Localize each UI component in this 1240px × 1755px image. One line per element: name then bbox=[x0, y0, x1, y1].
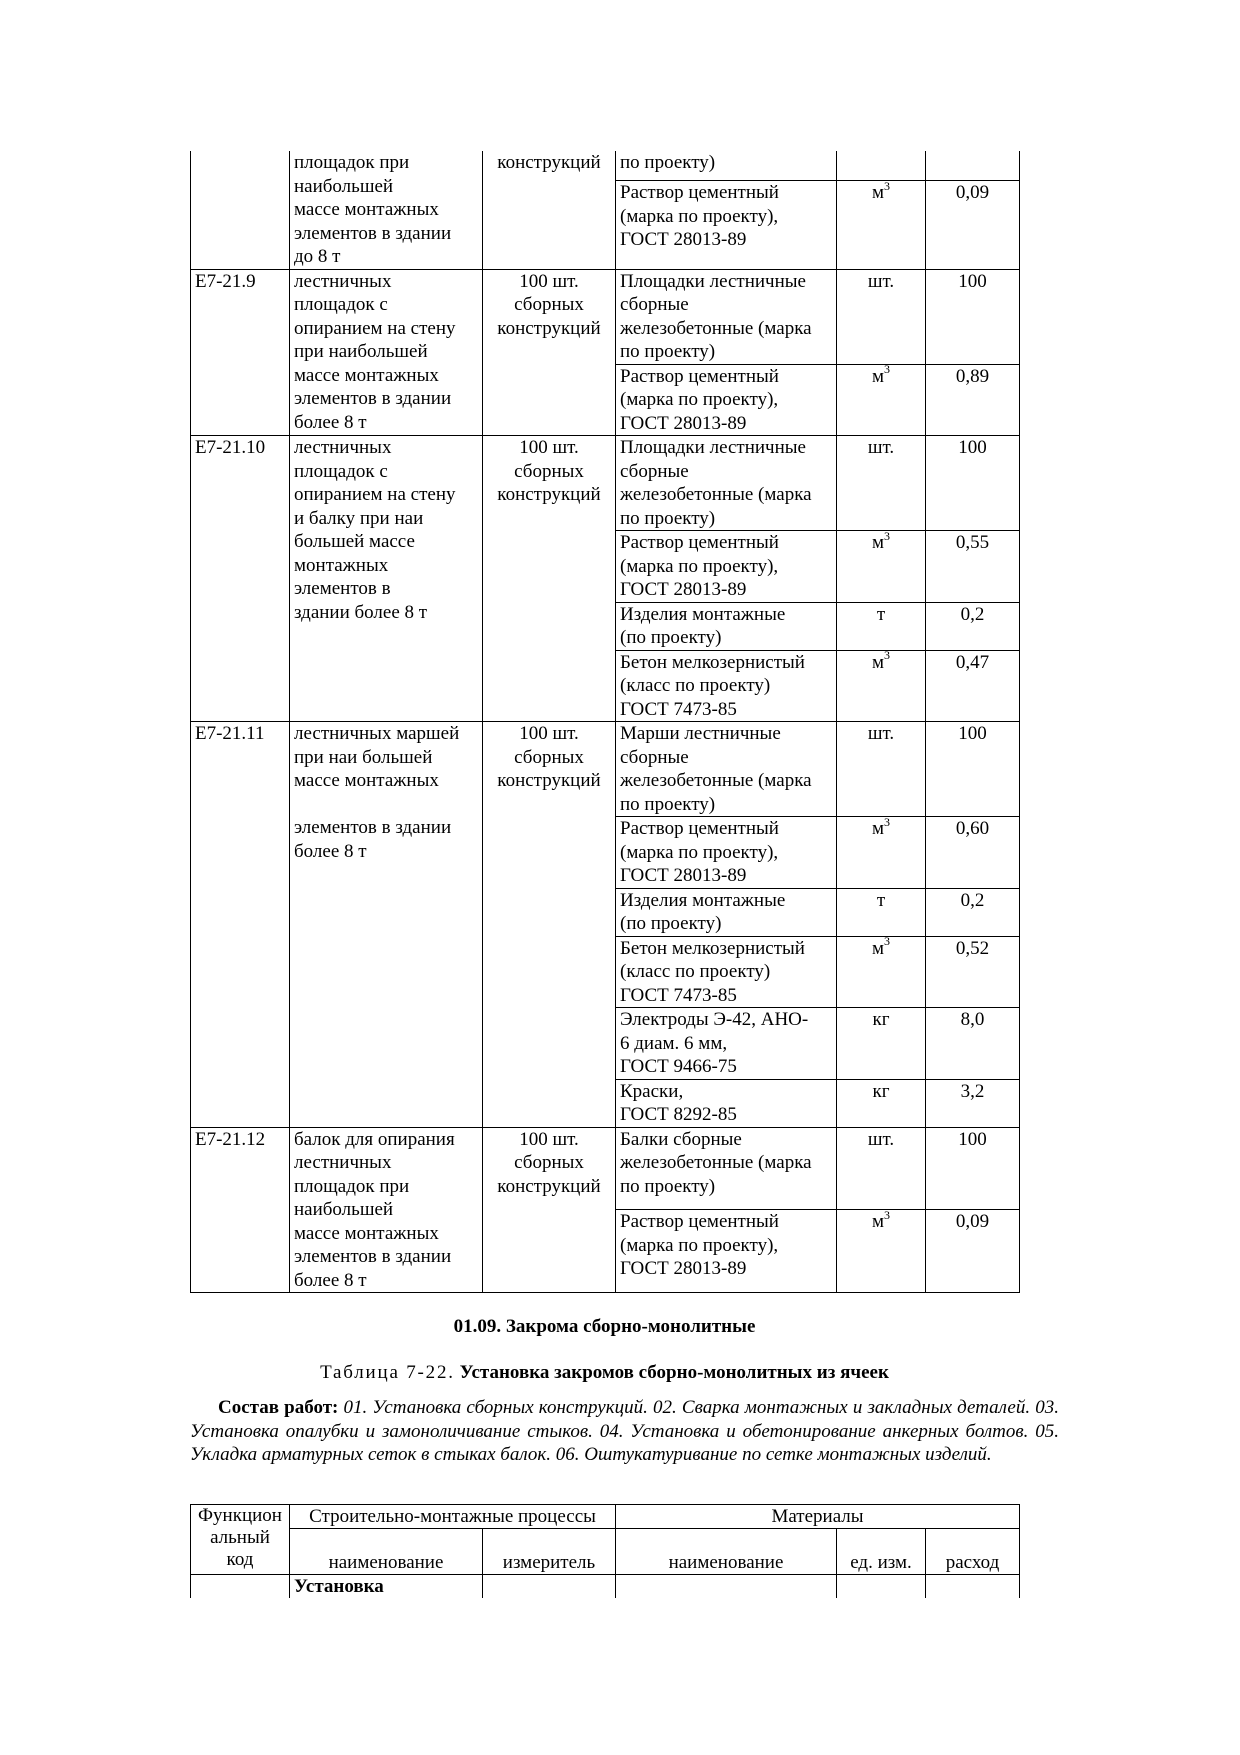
cell-unit: шт. bbox=[837, 1127, 926, 1210]
table-row bbox=[191, 1575, 1020, 1599]
cell-code: Е7-21.11 bbox=[191, 722, 290, 1128]
cell-unit: $м^3$ bbox=[837, 364, 926, 436]
cell-qty: 0,47 bbox=[926, 650, 1020, 722]
work-composition-label: Состав работ: bbox=[218, 1397, 339, 1418]
header-materials: Материалы bbox=[616, 1505, 1020, 1529]
cell-code bbox=[191, 1575, 290, 1599]
cell-qty: 0,55 bbox=[926, 531, 1020, 603]
resource-table-bottom bbox=[190, 1504, 1020, 1598]
cell-material-name bbox=[616, 1575, 837, 1599]
cell-qty: 100 bbox=[926, 269, 1020, 364]
cell-unit: шт. bbox=[837, 722, 926, 817]
cell-material-name: Балки сборные железобетонные (марка по проекту) bbox=[616, 1127, 837, 1210]
cell-qty bbox=[926, 151, 1020, 181]
cell-material-name: Раствор цементный (марка по проекту), ГОСТ 28013-89 bbox=[616, 817, 837, 889]
section-heading: 01.09. Закрома сборно-монолитные bbox=[453, 1316, 756, 1337]
table-caption-label: Таблица 7-22. bbox=[320, 1362, 455, 1383]
cell-unit: шт. bbox=[837, 269, 926, 364]
cell-qty: 0,09 bbox=[926, 181, 1020, 269]
cell-material-name: Бетон мелкозернистый (класс по проекту) ГОСТ 7473-85 bbox=[616, 936, 837, 1008]
cell-unit bbox=[837, 1575, 926, 1599]
cell-qty: 0,2 bbox=[926, 602, 1020, 650]
cell-measure: 100 шт. сборных конструкций bbox=[483, 269, 616, 436]
cell-measure bbox=[483, 1575, 616, 1599]
cell-unit: $м^3$ bbox=[837, 650, 926, 722]
cell-qty: 0,60 bbox=[926, 817, 1020, 889]
table-row bbox=[191, 436, 1020, 531]
cell-code: Е7-21.12 bbox=[191, 1127, 290, 1293]
cell-material-name: Раствор цементный (марка по проекту), ГОСТ 28013-89 bbox=[616, 1210, 837, 1293]
table-caption bbox=[190, 1361, 1019, 1385]
cell-material-name: по проекту) bbox=[616, 151, 837, 181]
resource-table-top bbox=[190, 151, 1020, 1293]
header-name: наименование bbox=[290, 1529, 483, 1575]
cell-unit: кг bbox=[837, 1079, 926, 1127]
cell-material-name: Площадки лестничные сборные железобетонные (марка по проекту) bbox=[616, 269, 837, 364]
cell-unit: $м^3$ bbox=[837, 531, 926, 603]
table-caption-title: Установка закромов сборно-монолитных из ячеек bbox=[459, 1362, 889, 1383]
header-qty: расход bbox=[926, 1529, 1020, 1575]
cell-code: Е7-21.9 bbox=[191, 269, 290, 436]
cell-qty: 100 bbox=[926, 436, 1020, 531]
cell-qty: 0,09 bbox=[926, 1210, 1020, 1293]
cell-qty: 0,52 bbox=[926, 936, 1020, 1008]
cell-material-name: Раствор цементный (марка по проекту), ГОСТ 28013-89 bbox=[616, 531, 837, 603]
cell-material-name: Раствор цементный (марка по проекту), ГОСТ 28013-89 bbox=[616, 364, 837, 436]
table-row bbox=[191, 722, 1020, 817]
unit-superscript: 3 bbox=[884, 362, 891, 377]
cell-material-name: Изделия монтажные (по проекту) bbox=[616, 602, 837, 650]
cell-material-name: Раствор цементный (марка по проекту), ГОСТ 28013-89 bbox=[616, 181, 837, 269]
table-subheader-row bbox=[191, 1529, 1020, 1575]
cell-unit: шт. bbox=[837, 436, 926, 531]
cell-qty: 0,89 bbox=[926, 364, 1020, 436]
cell-process: лестничных маршей при наи большей массе монтажных элементов в здании более 8 т bbox=[290, 722, 483, 1128]
unit-superscript: 3 bbox=[884, 934, 891, 949]
cell-code: Е7-21.10 bbox=[191, 436, 290, 722]
cell-unit: $м^3$ bbox=[837, 817, 926, 889]
cell-measure: конструкций bbox=[483, 151, 616, 269]
cell-unit: т bbox=[837, 602, 926, 650]
cell-material-name: Изделия монтажные (по проекту) bbox=[616, 888, 837, 936]
cell-qty: 100 bbox=[926, 1127, 1020, 1210]
cell-process: балок для опирания лестничных площадок при наибольшей массе монтажных элементов в здании более 8 т bbox=[290, 1127, 483, 1293]
cell-code bbox=[191, 151, 290, 269]
cell-qty: 0,2 bbox=[926, 888, 1020, 936]
cell-measure: 100 шт. сборных конструкций bbox=[483, 1127, 616, 1293]
table-row bbox=[191, 1127, 1020, 1210]
cell-unit: кг bbox=[837, 1008, 926, 1080]
header-processes: Строительно-монтажные процессы bbox=[290, 1505, 616, 1529]
cell-material-name: Краски, ГОСТ 8292-85 bbox=[616, 1079, 837, 1127]
cell-material-name: Бетон мелкозернистый (класс по проекту) ГОСТ 7473-85 bbox=[616, 650, 837, 722]
cell-qty bbox=[926, 1575, 1020, 1599]
cell-unit bbox=[837, 151, 926, 181]
unit-superscript: 3 bbox=[884, 1207, 891, 1222]
unit-superscript: 3 bbox=[884, 178, 891, 193]
cell-material-name: Марши лестничные сборные железобетонные (марка по проекту) bbox=[616, 722, 837, 817]
cell-qty: 8,0 bbox=[926, 1008, 1020, 1080]
cell-unit: т bbox=[837, 888, 926, 936]
cell-material-name: Площадки лестничные сборные железобетонные (марка по проекту) bbox=[616, 436, 837, 531]
table-header-row bbox=[191, 1505, 1020, 1529]
header-unit: ед. изм. bbox=[837, 1529, 926, 1575]
header-func-code: Функцион альный код bbox=[191, 1505, 290, 1575]
header-material-name: наименование bbox=[616, 1529, 837, 1575]
work-composition bbox=[190, 1396, 1059, 1467]
unit-superscript: 3 bbox=[884, 814, 891, 829]
cell-process: лестничных площадок с опиранием на стену при наибольшей массе монтажных элементов в здании более 8 т bbox=[290, 269, 483, 436]
cell-measure: 100 шт. сборных конструкций bbox=[483, 722, 616, 1128]
header-measure: измеритель bbox=[483, 1529, 616, 1575]
table-row bbox=[191, 269, 1020, 364]
cell-process: площадок при наибольшей массе монтажных элементов в здании до 8 т bbox=[290, 151, 483, 269]
cell-qty: 100 bbox=[926, 722, 1020, 817]
cell-process: Установка bbox=[290, 1575, 483, 1599]
cell-unit: $м^3$ bbox=[837, 181, 926, 269]
cell-material-name: Электроды Э-42, АНО- 6 диам. 6 мм, ГОСТ 9466-75 bbox=[616, 1008, 837, 1080]
cell-unit: $м^3$ bbox=[837, 1210, 926, 1293]
cell-measure: 100 шт. сборных конструкций bbox=[483, 436, 616, 722]
unit-superscript: 3 bbox=[884, 648, 891, 663]
cell-qty: 3,2 bbox=[926, 1079, 1020, 1127]
table-row bbox=[191, 151, 1020, 181]
unit-superscript: 3 bbox=[884, 528, 891, 543]
cell-process: лестничных площадок с опиранием на стену и балку при наи большей массе монтажных элементов в здании более 8 т bbox=[290, 436, 483, 722]
work-composition-text: 01. Установка сборных конструкций. 02. Сварка монтажных и закладных деталей. 03. Установка опалубки и замоноличивание стыков. 04. Установка и обетонирование анкерных болтов. 05. Укладка арматурных сеток в стыках балок. 06. Оштукатуривание по сетке монтажных изделий. bbox=[190, 1397, 1059, 1465]
cell-unit: $м^3$ bbox=[837, 936, 926, 1008]
